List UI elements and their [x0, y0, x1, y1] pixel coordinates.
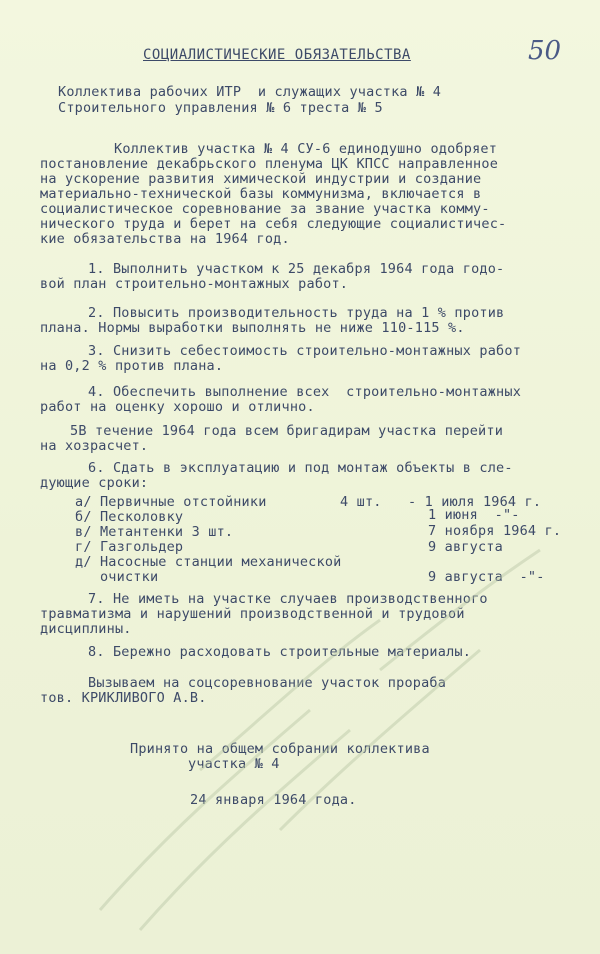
object-item: г/ Газгольдер [75, 539, 184, 555]
object-qty: 4 шт. [340, 494, 382, 510]
point-3-line-1: 3. Снизить себестоимость строительно-монтажных работ [88, 343, 522, 359]
intro-line-5: социалистическое соревнование за звание участка комму- [40, 201, 490, 217]
point-7-line-1: 7. Не иметь на участке случаев производственного [88, 591, 488, 607]
object-date: 9 августа -"- [428, 569, 545, 585]
object-date: 1 июня -"- [428, 507, 520, 523]
intro-line-6: нического труда и берет на себя следующие социалистичес- [40, 216, 507, 232]
object-item: очистки [75, 569, 159, 585]
point-8-line-1: 8. Бережно расходовать строительные материалы. [88, 644, 472, 660]
intro-line-7: кие обязательства на 1964 год. [40, 231, 290, 247]
point-1-line-1: 1. Выполнить участком к 25 декабря 1964 года годо- [88, 261, 505, 277]
object-date: - 1 июля 1964 г. [408, 494, 542, 510]
document-date: 24 января 1964 года. [190, 792, 357, 808]
intro-line-2: постановление декабрьского пленума ЦК КПСС направленное [40, 156, 499, 172]
point-4-line-1: 4. Обеспечить выполнение всех строительно-монтажных [88, 384, 522, 400]
header-line-2: Строительного управления № 6 треста № 5 [58, 100, 383, 116]
intro-line-1: Коллектив участка № 4 СУ-6 единодушно одобряет [114, 141, 498, 157]
point-6-line-1: 6. Сдать в эксплуатацию и под монтаж объекты в сле- [88, 460, 513, 476]
intro-line-4: материально-технической базы коммунизма, включается в [40, 186, 482, 202]
point-7-line-3: дисциплины. [40, 621, 132, 637]
intro-line-3: на ускорение развития химической индустрии и создание [40, 171, 482, 187]
header-line-1: Коллектива рабочих ИТР и служащих участка № 4 [58, 84, 442, 100]
document-title: СОЦИАЛИСТИЧЕСКИЕ ОБЯЗАТЕЛЬСТВА [143, 47, 411, 63]
object-item: б/ Песколовку [75, 509, 184, 525]
adopted-line-2: участка № 4 [188, 756, 280, 772]
object-date: 9 августа [428, 539, 503, 555]
point-2-line-1: 2. Повысить производительность труда на 1 % против [88, 305, 505, 321]
adopted-line-1: Принято на общем собрании коллектива [130, 741, 430, 757]
object-item: в/ Метантенки 3 шт. [75, 524, 234, 540]
point-5-line-2: на хозрасчет. [40, 438, 149, 454]
challenge-line-1: Вызываем на соцсоревнование участок прораба [88, 675, 447, 691]
point-2-line-2: плана. Нормы выработки выполнять не ниже 110-115 %. [40, 320, 465, 336]
point-5-line-1: 5В течение 1964 года всем бригадирам участка перейти [70, 423, 504, 439]
object-item: д/ Насосные станции механической [75, 554, 342, 570]
object-date: 7 ноября 1964 г. [428, 523, 562, 539]
page-number: 50 [528, 36, 562, 66]
challenge-line-2: тов. КРИКЛИВОГО А.В. [40, 690, 207, 706]
point-1-line-2: вой план строительно-монтажных работ. [40, 276, 349, 292]
point-3-line-2: на 0,2 % против плана. [40, 358, 224, 374]
point-6-line-2: дующие сроки: [40, 475, 149, 491]
point-4-line-2: работ на оценку хорошо и отлично. [40, 399, 315, 415]
point-7-line-2: травматизма и нарушений производственной и трудовой [40, 606, 465, 622]
object-item: а/ Первичные отстойники [75, 494, 267, 510]
